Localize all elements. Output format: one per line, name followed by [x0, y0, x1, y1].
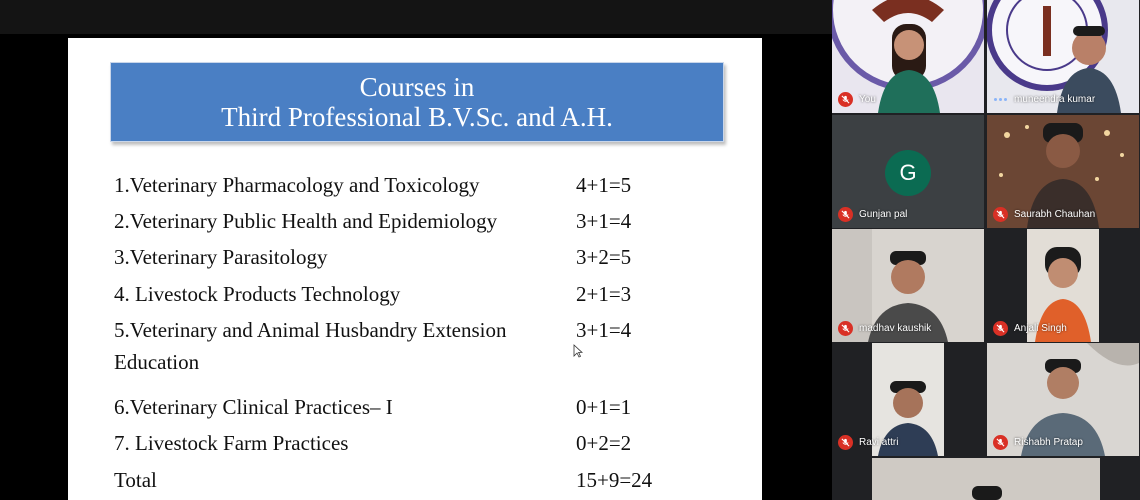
participant-tile[interactable]	[832, 115, 984, 228]
course-name: 6.Veterinary Clinical Practices– I	[114, 395, 393, 419]
participant-name-bar	[993, 92, 1095, 107]
participant-name: muneendra kumar	[1014, 94, 1096, 105]
course-credits: 3+1=4	[576, 318, 632, 342]
course-name: 3.Veterinary Parasitology	[114, 245, 328, 269]
participant-name-bar	[993, 435, 1083, 450]
course-credits: 3+2=5	[576, 245, 632, 269]
participant-name: You	[859, 94, 876, 105]
course-credits: 4+1=5	[576, 173, 632, 197]
course-credits: 3+1=4	[576, 209, 632, 233]
participant-tile[interactable]	[987, 0, 1139, 113]
participant-tile[interactable]	[832, 343, 984, 456]
mic-off-icon	[838, 321, 853, 336]
course-credits: 0+2=2	[576, 431, 632, 455]
participant-name-bar	[838, 321, 931, 336]
participants-panel	[832, 0, 1140, 500]
participant-name: Gunjan pal	[859, 209, 908, 220]
slide-title-line1: Courses in	[359, 72, 475, 102]
course-name: 5.Veterinary and Animal Husbandry Extension	[114, 318, 507, 342]
participant-name: Saurabh Chauhan	[1014, 209, 1096, 220]
participant-tile[interactable]	[832, 0, 984, 113]
course-credits: 0+1=1	[576, 395, 632, 419]
participant-tile[interactable]	[987, 115, 1139, 228]
slide	[68, 38, 762, 500]
audio-dots-icon	[993, 92, 1008, 107]
course-name: 2.Veterinary Public Health and Epidemiology	[114, 209, 498, 233]
slide-title-line2: Third Professional B.V.Sc. and A.H.	[221, 102, 613, 132]
participant-name-bar	[838, 207, 907, 222]
participant-tile[interactable]	[987, 343, 1139, 456]
course-name-continued: Education	[114, 350, 200, 374]
presentation-top-bar	[0, 0, 832, 34]
course-name: 4. Livestock Products Technology	[114, 282, 401, 306]
total-label: Total	[114, 468, 157, 492]
mic-off-icon	[993, 321, 1008, 336]
slide-title-box	[110, 62, 724, 142]
total-credits: 15+9=24	[576, 468, 653, 492]
participant-name-bar	[993, 207, 1095, 222]
mic-off-icon	[838, 92, 853, 107]
participant-name: madhav kaushik	[859, 323, 932, 334]
participant-tile-partial[interactable]	[872, 458, 1100, 500]
avatar: G	[885, 150, 931, 196]
participant-name: Rishabh Pratap	[1014, 437, 1083, 448]
participant-name: Anjali Singh	[1014, 323, 1067, 334]
participant-tile[interactable]	[987, 229, 1139, 342]
course-name: 1.Veterinary Pharmacology and Toxicology	[114, 173, 480, 197]
mic-off-icon	[838, 207, 853, 222]
course-name: 7. Livestock Farm Practices	[114, 431, 349, 455]
mouse-cursor-icon	[573, 344, 583, 358]
mic-off-icon	[993, 207, 1008, 222]
participant-name-bar	[993, 321, 1067, 336]
participant-tile[interactable]	[832, 229, 984, 342]
participant-name-bar	[838, 435, 898, 450]
participant-name-bar	[838, 92, 876, 107]
course-credits: 2+1=3	[576, 282, 632, 306]
video-feed	[872, 458, 1100, 500]
participant-name: Ravi attri	[859, 437, 899, 448]
mic-off-icon	[838, 435, 853, 450]
mic-off-icon	[993, 435, 1008, 450]
